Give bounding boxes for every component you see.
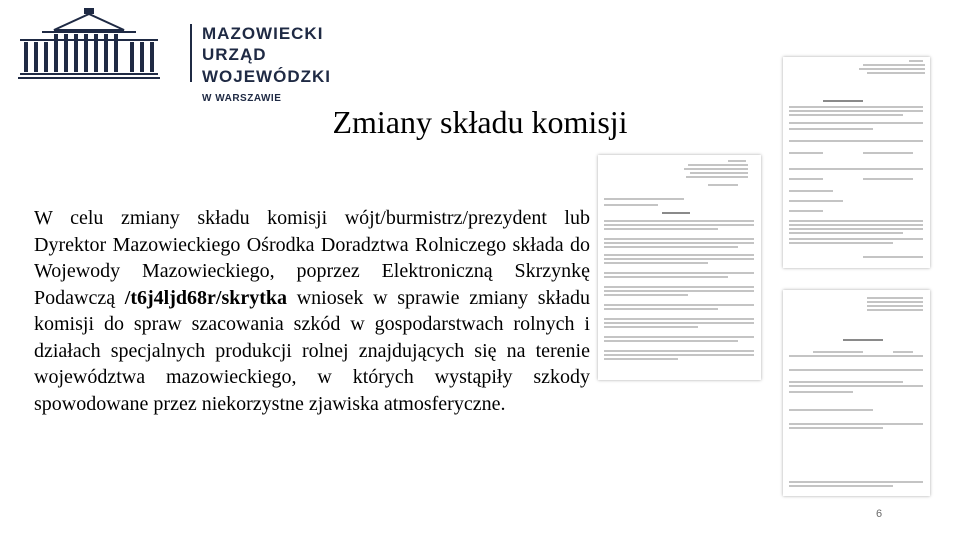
- logo-line-2: URZĄD WOJEWÓDZKI: [202, 45, 331, 86]
- slide-title: Zmiany składu komisji: [332, 104, 628, 140]
- logo-line-1: MAZOWIECKI: [202, 24, 324, 43]
- esp-address: /t6j4ljd68r/skrytka: [124, 286, 288, 309]
- logo-wordmark: [202, 24, 374, 110]
- page-number: 6: [876, 508, 883, 520]
- mazowiecki-urzad-logo: [14, 6, 374, 104]
- logo-divider: [190, 24, 192, 82]
- slide-paragraph: [34, 205, 590, 417]
- document-thumbnail-icon: [598, 155, 761, 380]
- application-form-thumbnail-2: [783, 57, 930, 268]
- application-form-thumbnail-1: [598, 155, 761, 380]
- paragraph-text-1: W celu zmiany składu komisji wójt/burmistrz/prezydent lub Dyrektor Mazowieckiego Ośrodka Doradztwa Rolniczego składa do Wojewody Mazowieckiego, poprzez Elektroniczną Skrzynkę Podawczą: [34, 207, 590, 309]
- paragraph-text-2: wniosek w sprawie zmiany składu komisji do spraw szacowania szkód w gospodarstwach rolnych i działach specjalnych produkcji rolnej znajdujących się na terenie województwa mazowieckiego, w których wystąpiły szkody spowodowane przez niekorzystne zjawiska atmosferyczne.: [34, 286, 590, 415]
- logo-line-3: W WARSZAWIE: [202, 93, 282, 104]
- application-form-thumbnail-3: [783, 290, 930, 496]
- document-thumbnail-icon: [783, 57, 930, 268]
- building-emblem-icon: [14, 6, 164, 80]
- document-thumbnail-icon: [783, 290, 930, 496]
